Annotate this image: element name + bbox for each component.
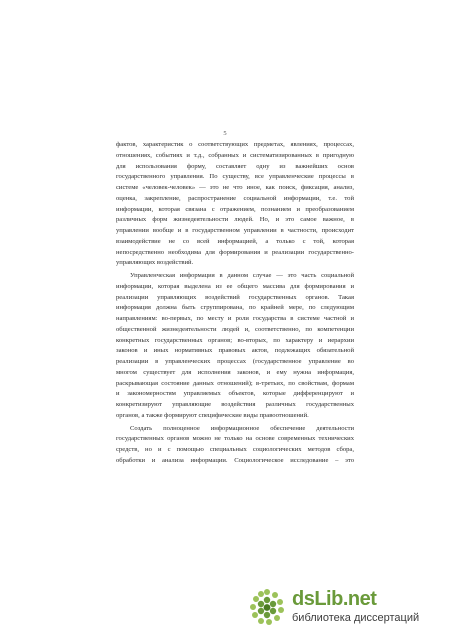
text-line: и закономерностям управляемых объектов, которые дифференцируют и <box>116 390 354 398</box>
text-line: раскрывающая состояние данных отношений); в-третьих, по свойствам, формам <box>116 379 354 387</box>
text-line: информации, которая выделена из ее общего массива для формирования и <box>116 282 354 290</box>
text-line: взаимодействие не со всей информацией, а только с той, которая <box>116 237 354 245</box>
text-line: реализации в управленческих процессах (государственное управление во <box>116 358 354 365</box>
text-line: различных форм жизнедеятельности людей. Но, и это самое важное, в <box>116 216 354 224</box>
text-line: государственного управления. По существу, все управленческие процессы в <box>116 173 354 181</box>
text-line: управлении вообще и в государственном управлении в частности, происходит <box>116 227 354 234</box>
paragraph-1 <box>116 140 354 269</box>
dslib-logo-icon <box>248 588 286 626</box>
text-line: Управленческая информация в данном случае — это часть социальной <box>130 272 354 279</box>
text-line: обработки и анализа информации. Социологическое исследование – это <box>116 456 354 464</box>
text-line: фактов, характеристик о соответствующих предметах, явлениях, процессах, <box>116 141 354 148</box>
brand-tagline: библиотека диссертаций <box>292 612 420 624</box>
text-line: общественной жизнедеятельности людей и, соответственно, по компетенции <box>116 325 354 333</box>
text-line: Создать полноценное информационное обеспечение деятельности <box>130 424 354 432</box>
text-line: направлениям: во-первых, по месту и роли государства в системе частной и <box>116 315 354 322</box>
text-line: конкретных государственных органов; во-вторых, по характеру и иерархии <box>116 336 354 344</box>
document-body <box>116 140 354 467</box>
text-line: информации, которая связана с отражением, познанием и преобразованием <box>116 205 354 213</box>
text-line: управляющих воздействий. <box>116 259 194 267</box>
text-line: органов, а также формируют специфические виды правоотношений. <box>116 411 309 419</box>
dslib-watermark[interactable] <box>248 588 438 628</box>
text-line: отношениях, событиях и т.д., собранных и систематизированных в пригодную <box>116 151 354 159</box>
text-line: реализации управляющих воздействий государственных органов. Такая <box>116 293 354 301</box>
text-line: оценка, закрепление, распространение социальной информации, т.е. той <box>116 194 354 202</box>
text-line: законов и иных нормативных правовых актов, подлежащих обязательной <box>116 347 354 355</box>
text-line: непосредственно необходима для формирования и реализации государственно- <box>116 248 354 256</box>
paragraph-2 <box>116 271 354 422</box>
text-line: государственных органов можно не только на основе современных технических <box>116 435 354 443</box>
text-line: многом существует для исполнения законов, и ему нужна информация, <box>116 368 354 376</box>
brand-name: dsLib.net <box>292 588 377 610</box>
text-line: для использования форму, составляет одну из важнейших основ <box>116 162 354 170</box>
page-number: 5 <box>223 130 227 137</box>
text-line: системе «человек-человек» — это не что иное, как поиск, фиксация, анализ, <box>116 184 354 191</box>
paragraph-3 <box>116 424 354 467</box>
text-line: конкретизируют управляющие воздействия различных государственных <box>116 401 354 408</box>
text-line: средств, но и с помощью специальных социологических методов сбора, <box>116 446 354 453</box>
text-line: информация должна быть сгруппирована, по крайней мере, по следующим <box>116 304 354 312</box>
